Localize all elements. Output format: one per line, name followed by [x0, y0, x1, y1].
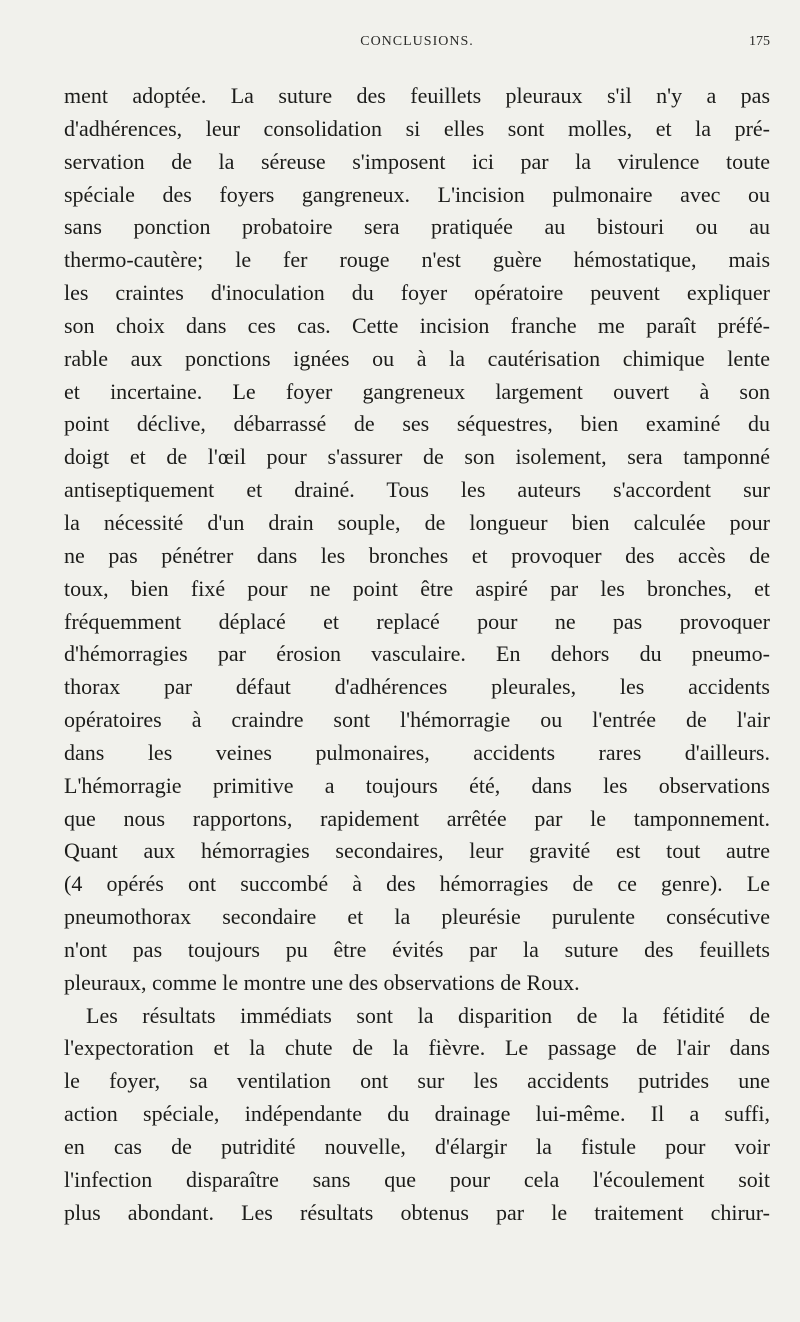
text-line: l'infection disparaître sans que pour cela l'écoulement soit: [64, 1166, 770, 1192]
text-line: antiseptiquement et drainé. Tous les auteurs s'accordent sur: [64, 477, 770, 503]
text-line: plus abondant. Les résultats obtenus par le traitement chirur-: [64, 1199, 770, 1225]
text-line: thermo-cautère; le fer rouge n'est guère hémostatique, mais: [64, 247, 770, 273]
text-line: pleuraux, comme le montre une des observations de Roux.: [64, 969, 580, 995]
running-title: CONCLUSIONS.: [360, 34, 474, 49]
text-line: ne pas pénétrer dans les bronches et provoquer des accès de: [64, 542, 770, 568]
text-line: que nous rapportons, rapidement arrêtée par le tamponnement.: [64, 805, 770, 831]
text-line: sans ponction probatoire sera pratiquée au bistouri ou au: [64, 214, 770, 240]
body-text: [64, 80, 770, 1230]
paragraph-first-line: Les résultats immédiats sont la disparition de la fétidité de: [86, 1002, 770, 1028]
text-line: les craintes d'inoculation du foyer opératoire peuvent expliquer: [64, 280, 770, 306]
text-line: point déclive, débarrassé de ses séquestres, bien examiné du: [64, 411, 770, 437]
text-line: la nécessité d'un drain souple, de longueur bien calculée pour: [64, 509, 770, 535]
text-line: servation de la séreuse s'imposent ici par la virulence toute: [64, 148, 770, 174]
text-line: Quant aux hémorragies secondaires, leur gravité est tout autre: [64, 838, 770, 864]
text-line: l'expectoration et la chute de la fièvre. Le passage de l'air dans: [64, 1035, 770, 1061]
running-header: [64, 34, 770, 64]
text-line: spéciale des foyers gangreneux. L'incision pulmonaire avec ou: [64, 181, 770, 207]
text-line: d'hémorragies par érosion vasculaire. En dehors du pneumo-: [64, 641, 770, 667]
text-line: action spéciale, indépendante du drainage lui-même. Il a suffi,: [64, 1101, 770, 1127]
text-line: doigt et de l'œil pour s'assurer de son isolement, sera tamponné: [64, 444, 770, 470]
text-line: son choix dans ces cas. Cette incision franche me paraît préfé-: [64, 312, 770, 338]
text-line: fréquemment déplacé et replacé pour ne pas provoquer: [64, 608, 770, 634]
text-line: en cas de putridité nouvelle, d'élargir la fistule pour voir: [64, 1134, 770, 1159]
text-line: d'adhérences, leur consolidation si elles sont molles, et la pré-: [64, 115, 770, 141]
text-line: ment adoptée. La suture des feuillets pleuraux s'il n'y a pas: [64, 83, 770, 108]
text-line: et incertaine. Le foyer gangreneux largement ouvert à son: [64, 378, 770, 404]
text-line: opératoires à craindre sont l'hémorragie ou l'entrée de l'air: [64, 707, 770, 733]
page-number: 175: [749, 34, 770, 49]
text-line: L'hémorragie primitive a toujours été, dans les observations: [64, 772, 770, 798]
text-line: toux, bien fixé pour ne point être aspiré par les bronches, et: [64, 575, 770, 601]
text-line: le foyer, sa ventilation ont sur les accidents putrides une: [64, 1068, 770, 1094]
text-line: dans les veines pulmonaires, accidents rares d'ailleurs.: [64, 739, 770, 765]
text-line: n'ont pas toujours pu être évités par la suture des feuillets: [64, 936, 770, 962]
text-line: (4 opérés ont succombé à des hémorragies de ce genre). Le: [64, 871, 770, 897]
text-line: rable aux ponctions ignées ou à la cautérisation chimique lente: [64, 345, 770, 371]
text-line: pneumothorax secondaire et la pleurésie purulente consécutive: [64, 904, 770, 930]
text-line: thorax par défaut d'adhérences pleurales, les accidents: [64, 674, 770, 700]
